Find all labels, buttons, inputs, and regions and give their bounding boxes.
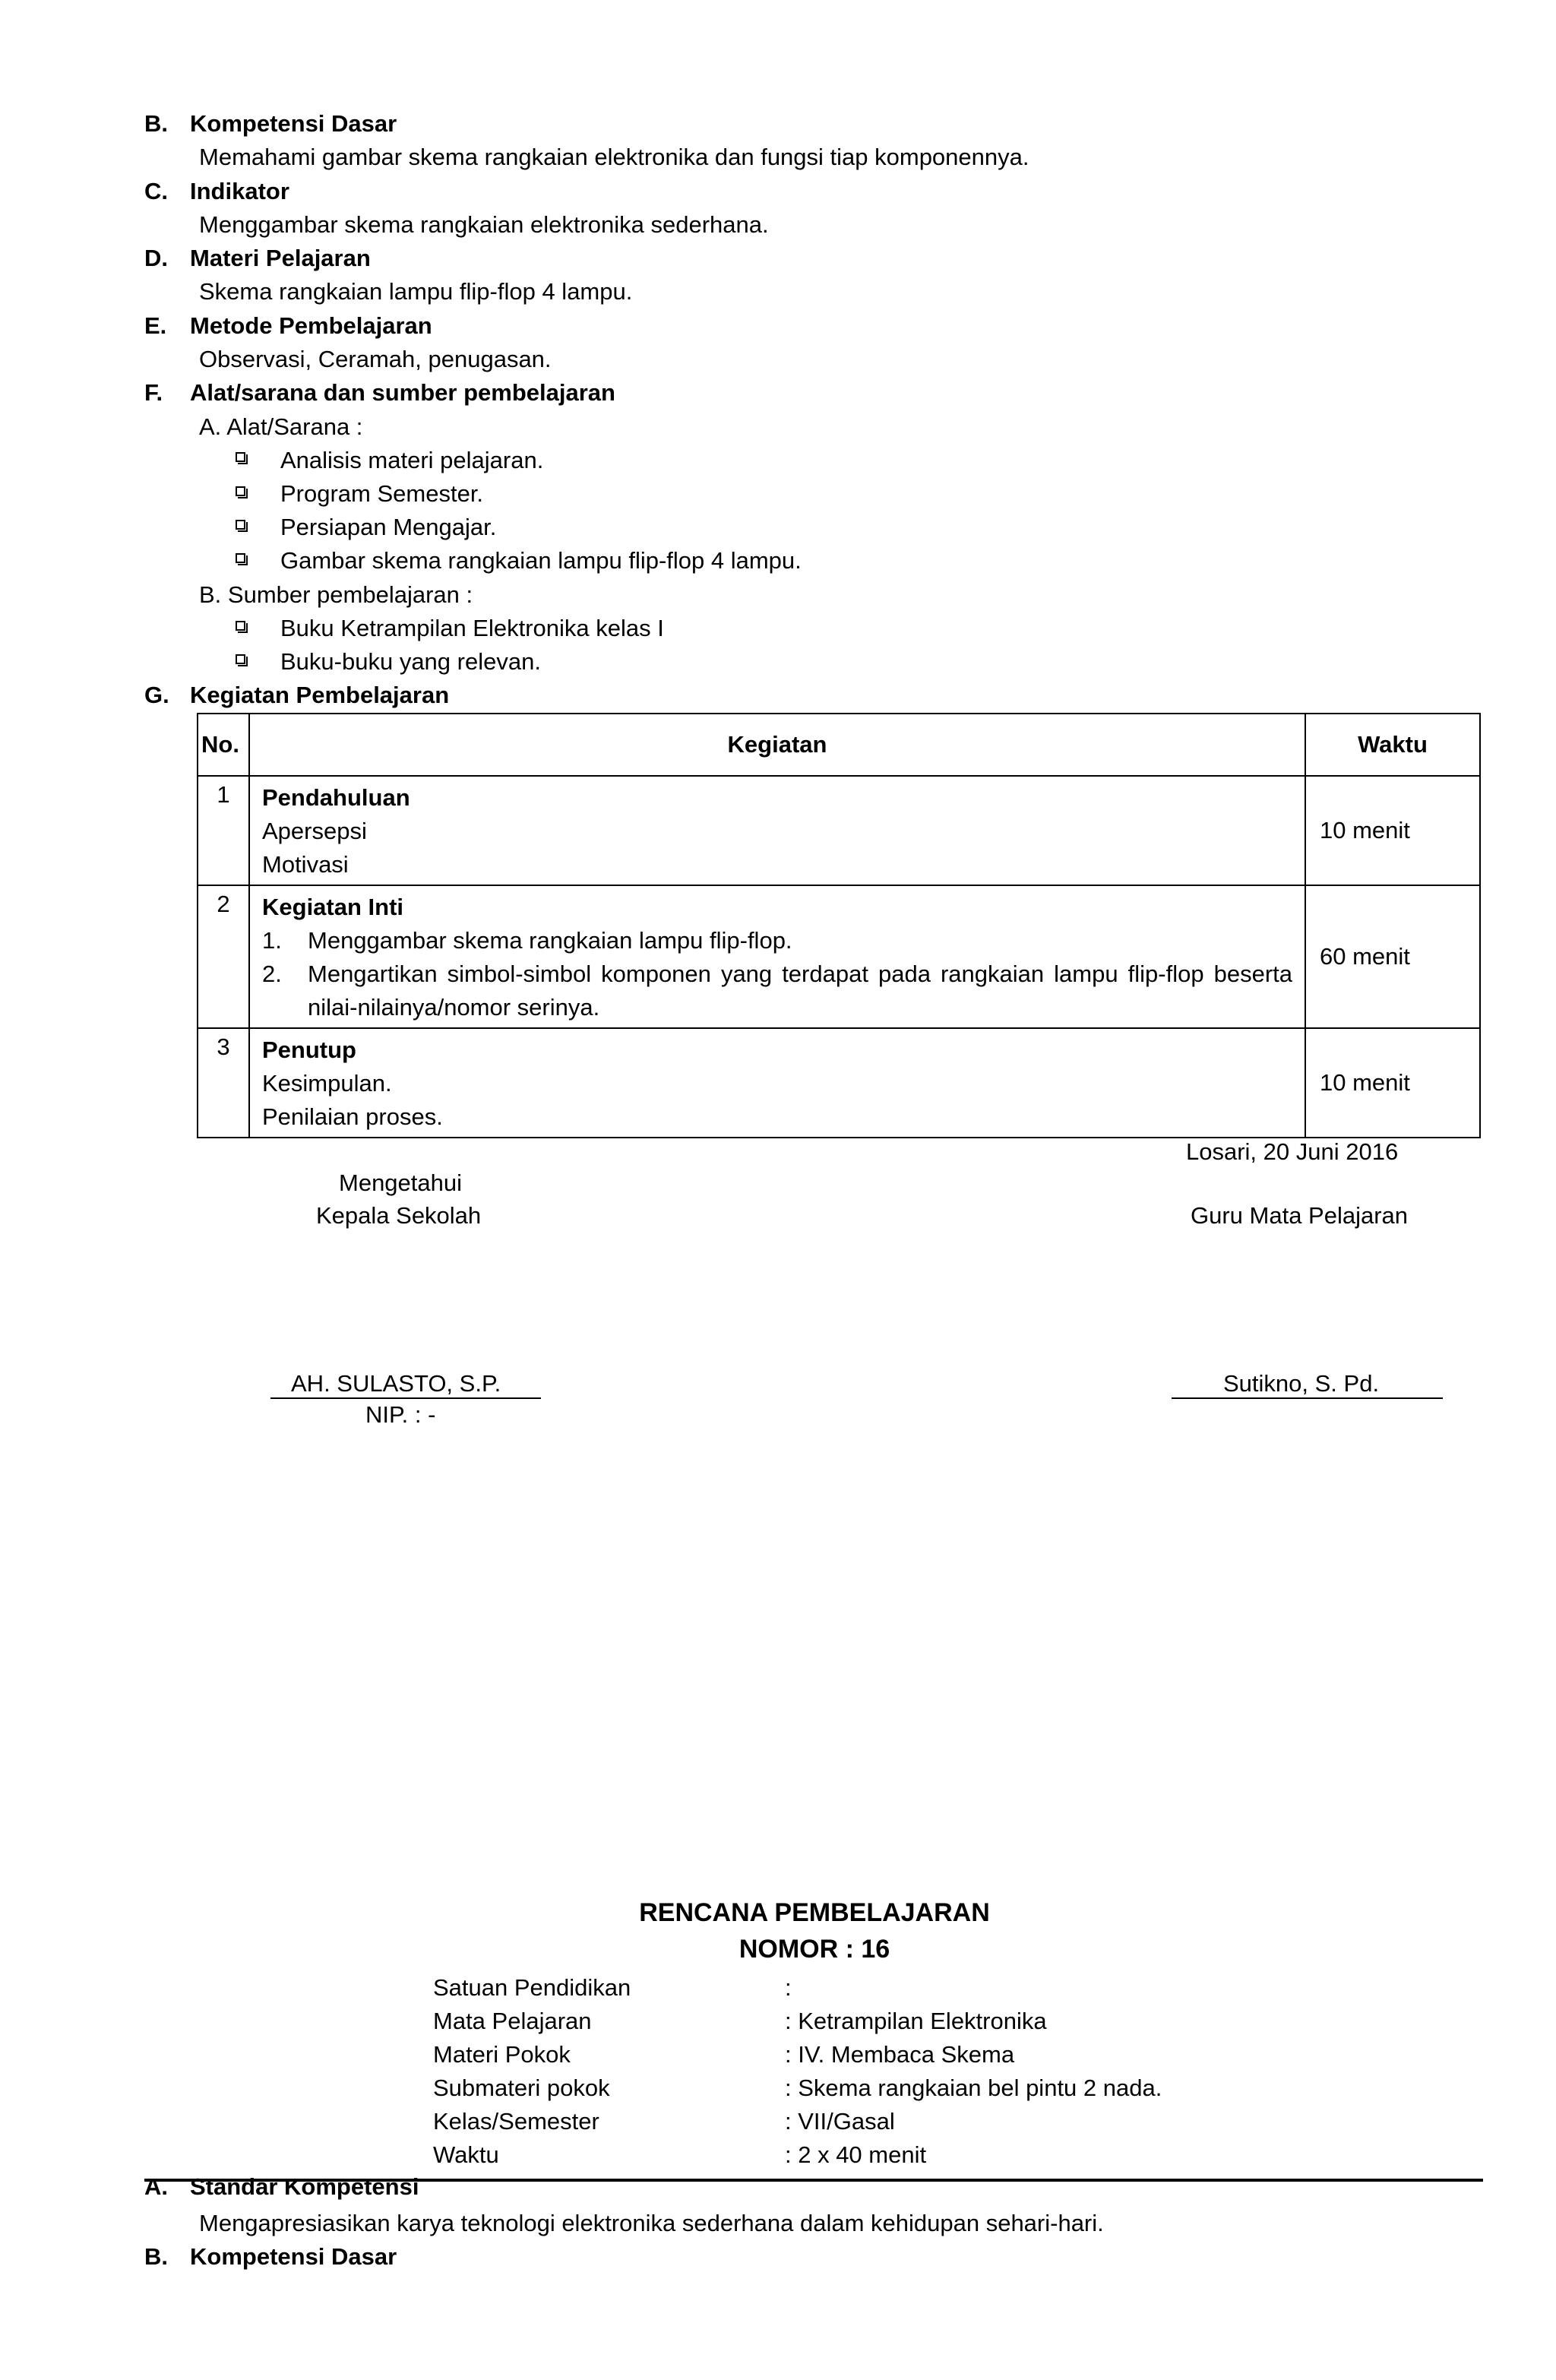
alat-item: Analisis materi pelajaran. bbox=[280, 447, 544, 473]
plan-number: NOMOR : 16 bbox=[738, 1935, 890, 1964]
info-label: Submateri pokok bbox=[433, 2075, 610, 2101]
principal-nip: NIP. : - bbox=[365, 1401, 436, 1428]
section-c-letter: C. bbox=[144, 178, 168, 204]
section-g-title: Kegiatan Pembelajaran bbox=[190, 682, 450, 708]
section-e-title: Metode Pembelajaran bbox=[190, 312, 432, 339]
guru-label: Guru Mata Pelajaran bbox=[1191, 1202, 1409, 1229]
section-g-letter: G. bbox=[144, 682, 169, 708]
activity-title: Penutup bbox=[262, 1037, 356, 1063]
info-label: Kelas/Semester bbox=[433, 2108, 599, 2135]
mengetahui-label: Mengetahui bbox=[339, 1169, 463, 1196]
row-number: 1 bbox=[198, 776, 249, 885]
section-f-title: Alat/sarana dan sumber pembelajaran bbox=[190, 379, 615, 406]
plan-section-b-title: Kompetensi Dasar bbox=[190, 2243, 397, 2270]
kepala-sekolah-label: Kepala Sekolah bbox=[316, 1202, 482, 1229]
principal-signature-line bbox=[270, 1397, 541, 1399]
table-row bbox=[198, 1028, 1480, 1138]
info-value: : 2 x 40 menit bbox=[785, 2141, 927, 2168]
teacher-name: Sutikno, S. Pd. bbox=[1223, 1370, 1380, 1397]
section-e-text: Observasi, Ceramah, penugasan. bbox=[199, 346, 552, 372]
checkbox-bullet-icon bbox=[236, 621, 245, 631]
header-no: No. bbox=[198, 714, 249, 776]
section-f-a-label: A. Alat/Sarana : bbox=[199, 413, 363, 440]
section-c-text: Menggambar skema rangkaian elektronika sederhana. bbox=[199, 211, 769, 238]
info-value: : IV. Membaca Skema bbox=[785, 2041, 1015, 2068]
row-number: 3 bbox=[198, 1028, 249, 1138]
list-text: Mengartikan simbol-simbol komponen yang terdapat pada rangkaian lampu flip-flop beserta nilai-nilainya/nomor serinya. bbox=[308, 961, 1292, 1021]
section-d-letter: D. bbox=[144, 245, 168, 271]
activity-line: Apersepsi bbox=[262, 818, 367, 844]
info-value: : Ketrampilan Elektronika bbox=[785, 2008, 1047, 2034]
table-row bbox=[198, 885, 1480, 1028]
section-b-title: Kompetensi Dasar bbox=[190, 110, 397, 137]
alat-item: Persiapan Mengajar. bbox=[280, 514, 497, 540]
plan-section-b-letter: B. bbox=[144, 2243, 168, 2270]
row-number: 2 bbox=[198, 885, 249, 1028]
activity-title: Kegiatan Inti bbox=[262, 894, 404, 920]
alat-item: Program Semester. bbox=[280, 480, 484, 507]
section-d-text: Skema rangkaian lampu flip-flop 4 lampu. bbox=[199, 278, 633, 305]
checkbox-bullet-icon bbox=[236, 452, 245, 462]
section-c-title: Indikator bbox=[190, 178, 289, 204]
plan-section-a-letter: A. bbox=[144, 2173, 168, 2200]
header-waktu: Waktu bbox=[1305, 714, 1480, 776]
checkbox-bullet-icon bbox=[236, 486, 245, 496]
info-label: Materi Pokok bbox=[433, 2041, 571, 2068]
plan-title: RENCANA PEMBELAJARAN bbox=[639, 1898, 990, 1927]
sumber-item: Buku Ketrampilan Elektronika kelas I bbox=[280, 615, 664, 641]
row-time: 10 menit bbox=[1305, 1028, 1480, 1138]
info-value: : VII/Gasal bbox=[785, 2108, 895, 2135]
row-time: 60 menit bbox=[1305, 885, 1480, 1028]
row-activity bbox=[249, 776, 1305, 885]
activity-title: Pendahuluan bbox=[262, 784, 410, 811]
info-value: : bbox=[785, 1974, 792, 2001]
header-divider bbox=[144, 2179, 1483, 2182]
place-date: Losari, 20 Juni 2016 bbox=[1186, 1138, 1399, 1165]
activity-line: Penilaian proses. bbox=[262, 1103, 443, 1130]
activity-list-item bbox=[262, 924, 1292, 957]
checkbox-bullet-icon bbox=[236, 520, 245, 530]
header-kegiatan: Kegiatan bbox=[249, 714, 1305, 776]
plan-section-a-text: Mengapresiasikan karya teknologi elektronika sederhana dalam kehidupan sehari-hari. bbox=[199, 2210, 1104, 2236]
list-number: 1. bbox=[262, 927, 282, 954]
kegiatan-table bbox=[197, 713, 1481, 1138]
table-header-row bbox=[198, 714, 1480, 776]
section-f-letter: F. bbox=[144, 379, 163, 406]
list-number: 2. bbox=[262, 961, 282, 987]
activity-list-item bbox=[262, 957, 1292, 1024]
activity-line: Motivasi bbox=[262, 851, 349, 878]
list-text: Menggambar skema rangkaian lampu flip-flop. bbox=[308, 927, 792, 954]
info-label: Mata Pelajaran bbox=[433, 2008, 592, 2034]
row-time: 10 menit bbox=[1305, 776, 1480, 885]
row-activity bbox=[249, 885, 1305, 1028]
section-b-text: Memahami gambar skema rangkaian elektronika dan fungsi tiap komponennya. bbox=[199, 144, 1029, 170]
teacher-signature-line bbox=[1172, 1397, 1443, 1399]
sumber-item: Buku-buku yang relevan. bbox=[280, 648, 541, 675]
table-row bbox=[198, 776, 1480, 885]
activity-line: Kesimpulan. bbox=[262, 1070, 392, 1097]
checkbox-bullet-icon bbox=[236, 553, 245, 563]
checkbox-bullet-icon bbox=[236, 654, 245, 664]
section-e-letter: E. bbox=[144, 312, 167, 339]
row-activity bbox=[249, 1028, 1305, 1138]
principal-name: AH. SULASTO, S.P. bbox=[291, 1370, 501, 1397]
section-d-title: Materi Pelajaran bbox=[190, 245, 371, 271]
section-f-b-label: B. Sumber pembelajaran : bbox=[199, 581, 473, 608]
info-label: Satuan Pendidikan bbox=[433, 1974, 631, 2001]
info-label: Waktu bbox=[433, 2141, 499, 2168]
alat-item: Gambar skema rangkaian lampu flip-flop 4 lampu. bbox=[280, 547, 802, 574]
plan-section-a-title: Standar Kompetensi bbox=[190, 2173, 419, 2200]
info-value: : Skema rangkaian bel pintu 2 nada. bbox=[785, 2075, 1162, 2101]
section-b-letter: B. bbox=[144, 110, 168, 137]
